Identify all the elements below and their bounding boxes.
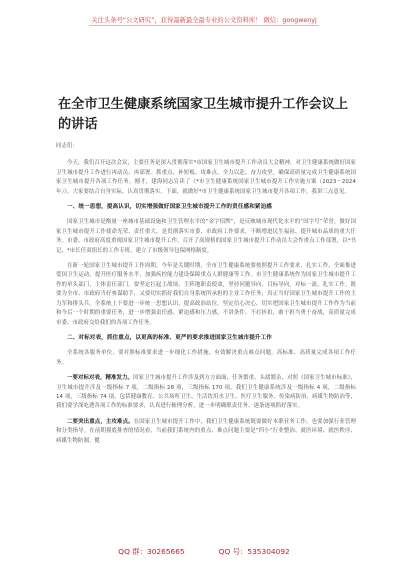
paragraph-3: 在新一轮国家卫生城市提升工作周期，今年是关键时期，全市卫生健康系统要按照提升工作要求，扎实工作，全面推进爱国卫生运动，提升医疗服务水平，加强疾控能力建设保障重点人群健康等工作。市卫生健康系统作为国家卫生城市提升工作的单头部门，主体责任部门，要坚定扛起主战场、主阵地职责使命，坚持问题导向、目标导向，对标一流，扎实工作。既要为全市、市政府当好参谋助手，又要切实抓好我们自身系统所承担的主业工作任务，真正当好国家卫生城市提升工作的主力军和排头兵。全系统上下要进一步统一思想认识，提高政治站位，坚定信心决心，切实把国家卫生城市提升工作作为当前和今后一个时期的重要任务，进一步增强责任感、紧迫感和压力感，不讲条件、不打折扣，敢于担当勇于奋战，高质量完成市委、市政府交给我们的各项工作任务。 (56, 263, 356, 326)
top-banner (0, 0, 408, 40)
paragraph-6-body: 在国家卫生城市提升工作中，我们卫生健康系统既要做好本职业务工作，也要加强行业管理和分类指导。在前期摸底排查的情况看，当前我们系统内的重点、难点问题主要是“四小”行业整治、就医环境、就医秩序、病媒生物防制、健 (56, 418, 356, 444)
salutation: 同志们： (56, 143, 78, 149)
paragraph-5-lead: 一要对标对表，精准发力。 (67, 375, 134, 382)
paragraph-5-body: 国家卫生城市提升工作涉及到方方面面，任务繁重、头绪繁杂，对照《国家卫生城市标准》，卫生城市提升涉及一级指标 7 项，二级指标 28 项，三级指标 170 项，我们卫生健康系统涉及一级指标 4 项，二级指标 14 项，三级指标 74 项，包括健康教育、公共场所卫生、生活饮用水卫生、医疗卫生服务、传染病防治、病媒生物防治等，我们要学深吃透各项工作的标准要求，认真进行梳理分析，进一步明确职责任务，逐条逐项抓好落实。 (56, 375, 356, 410)
section-heading-1: 一、统一思想，提高认识，切实增强做好国家卫生城市提升工作的责任感和紧迫感 (67, 204, 272, 211)
banner-text: 关注头条号“公文研究”，获得最新最全最专业的公文资料库！ 微信：gongwenyj (91, 16, 317, 24)
paragraph-6-lead: 二要突出重点，主攻难点。 (67, 418, 134, 425)
footer-contact (0, 546, 408, 566)
document-title: 在全市卫生健康系统国家卫生城市提升工作会议上的讲话 (58, 96, 349, 131)
document-body (56, 142, 356, 452)
paragraph-6 (56, 418, 356, 446)
footer-qq-group: QQ 群：30265665 (118, 547, 185, 556)
paragraph-2: 国家卫生城市是衡量一座城市基础设施和卫生管理水平的“金字招牌”，是反映城市现代化水平的“国字号”荣誉。做好国家卫生城市提升工作使命光荣、责任重大，是贯彻落实市委、市政府工作要求，不断增进民生福祉、提升城市品质的重大任务。市委、市政府高度重视国家卫生城市提升工作，召开了高规格的国家卫生城市提升工作动员大会作重点工作部署，以*书记、*市长任双组长的工作专班，建立了市级领导包保网格制度。 (56, 219, 356, 254)
footer-qq-number: QQ 号：535304092 (218, 547, 290, 556)
paragraph-intro: 今天，我们召开这次会议，主要任务是深入贯彻落实*市国家卫生城市提升工作动员大会精神，对卫生健康系统做好国家卫生城市提升工作进行再动员、再部署。抓重点、补短板、攻难点，全力以赴、奋力攻坚，确保高质量完成卫生健康系统国家卫生城市提升各项工作任务。刚才，建海同志宣读了《*市卫生健康系统国家卫生城市提升工作实施方案（2023－2024年）》，大家要结合自身实际，认真贯彻落实。下面，就做好*市卫生健康系统国家卫生城市提升各项工作，我讲三点意见。 (56, 160, 356, 195)
paragraph-5 (56, 374, 356, 412)
paragraph-4: 全系统各服务单位，要对照标准要求进一步细化工作措施，有效解决重点难点问题，高标准、高质量完成各项工作任务。 (56, 350, 356, 366)
section-heading-2: 二、对标对表，抓住重点，以更高的标准、更严的要求推进国家卫生城市提升工作 (67, 334, 272, 341)
